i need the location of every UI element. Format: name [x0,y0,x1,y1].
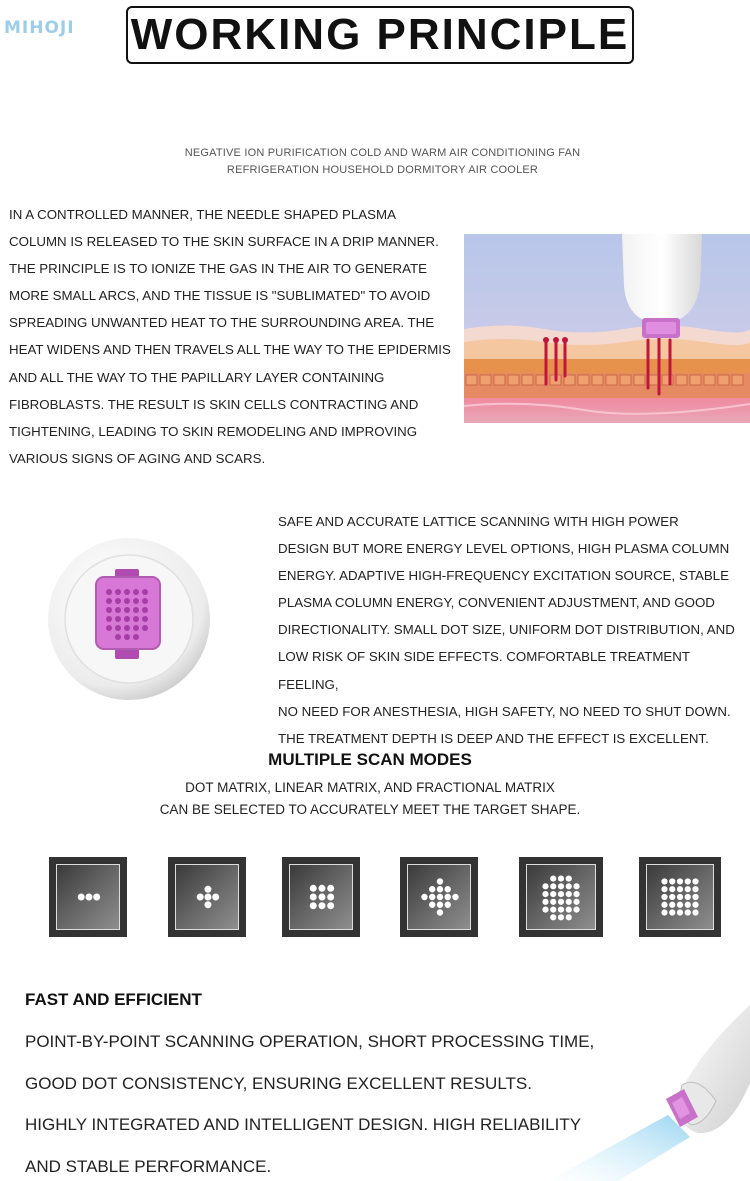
principle-paragraph [9,201,454,472]
subtitle-line-1: NEGATIVE ION PURIFICATION COLD AND WARM AIR CONDITIONING FAN [184,147,581,159]
principle-line: TIGHTENING, LEADING TO SKIN REMODELING AND IMPROVING [9,423,418,439]
principle-line: VARIOUS SIGNS OF AGING AND SCARS. [9,450,266,466]
scan-mode-grid-5x5 [639,857,721,937]
principle-line: FIBROBLASTS. THE RESULT IS SKIN CELLS CONTRACTING AND [9,396,419,412]
handpiece-tip-image [47,537,211,701]
lattice-line: DIRECTIONALITY. SMALL DOT SIZE, UNIFORM DOT DISTRIBUTION, AND [278,622,735,638]
fast-line-2: GOOD DOT CONSISTENCY, ENSURING EXCELLENT RESULTS. [25,1074,532,1093]
principle-line: MORE SMALL ARCS, AND THE TISSUE IS "SUBLIMATED" TO AVOID [9,288,431,304]
principle-line: HEAT WIDENS AND THEN TRAVELS ALL THE WAY TO THE EPIDERMIS [9,342,451,358]
subtitle [100,145,665,179]
lattice-line: DESIGN BUT MORE ENERGY LEVEL OPTIONS, HIGH PLASMA COLUMN [278,541,730,557]
scan-modes-desc-line-2: CAN BE SELECTED TO ACCURATELY MEET THE TARGET SHAPE. [159,802,581,817]
scan-mode-dots-3-linear [49,857,127,937]
lattice-paragraph [278,508,750,752]
brand-logo: MIHOJI [4,18,75,38]
principle-line: THE PRINCIPLE IS TO IONIZE THE GAS IN THE AIR TO GENERATE [9,261,427,277]
page-title: WORKING PRINCIPLE [130,10,630,59]
scan-mode-octagon-grid [519,857,603,937]
fast-line-3: HIGHLY INTEGRATED AND INTELLIGENT DESIGN. HIGH RELIABILITY [25,1115,582,1134]
lattice-line: LOW RISK OF SKIN SIDE EFFECTS. COMFORTABLE TREATMENT FEELING, [278,649,690,692]
scan-modes-desc-line-1: DOT MATRIX, LINEAR MATRIX, AND FRACTIONAL MATRIX [185,780,555,795]
scan-mode-cross-5 [168,857,246,937]
page-title-box [126,6,634,64]
principle-line: SPREADING UNWANTED HEAT TO THE SURROUNDING AREA. THE [9,315,435,331]
handpiece-device-image [548,1005,750,1181]
scan-mode-diamond-13 [400,857,478,937]
lattice-line: PLASMA COLUMN ENERGY, CONVENIENT ADJUSTMENT, AND GOOD [278,595,715,611]
scan-modes-description [0,777,740,821]
scan-modes-title: MULTIPLE SCAN MODES [268,750,472,769]
principle-line: AND ALL THE WAY TO THE PAPILLARY LAYER CONTAINING [9,369,385,385]
skin-plasma-illustration [464,234,750,423]
lattice-line: ENERGY. ADAPTIVE HIGH-FREQUENCY EXCITATION SOURCE, STABLE [278,568,729,584]
scan-mode-grid-3x3 [282,857,360,937]
principle-line: COLUMN IS RELEASED TO THE SKIN SURFACE IN A DRIP MANNER. [9,234,439,250]
principle-line: IN A CONTROLLED MANNER, THE NEEDLE SHAPED PLASMA [9,207,396,222]
fast-efficient-title: FAST AND EFFICIENT [25,990,202,1009]
fast-line-4: AND STABLE PERFORMANCE. [25,1157,272,1176]
lattice-line: NO NEED FOR ANESTHESIA, HIGH SAFETY, NO NEED TO SHUT DOWN. [278,703,731,719]
fast-line-1: POINT-BY-POINT SCANNING OPERATION, SHORT PROCESSING TIME, [25,1032,595,1051]
lattice-line: THE TREATMENT DEPTH IS DEEP AND THE EFFECT IS EXCELLENT. [278,730,709,746]
subtitle-line-2: REFRIGERATION HOUSEHOLD DORMITORY AIR COOLER [226,164,539,176]
lattice-line: SAFE AND ACCURATE LATTICE SCANNING WITH HIGH POWER [278,514,679,529]
